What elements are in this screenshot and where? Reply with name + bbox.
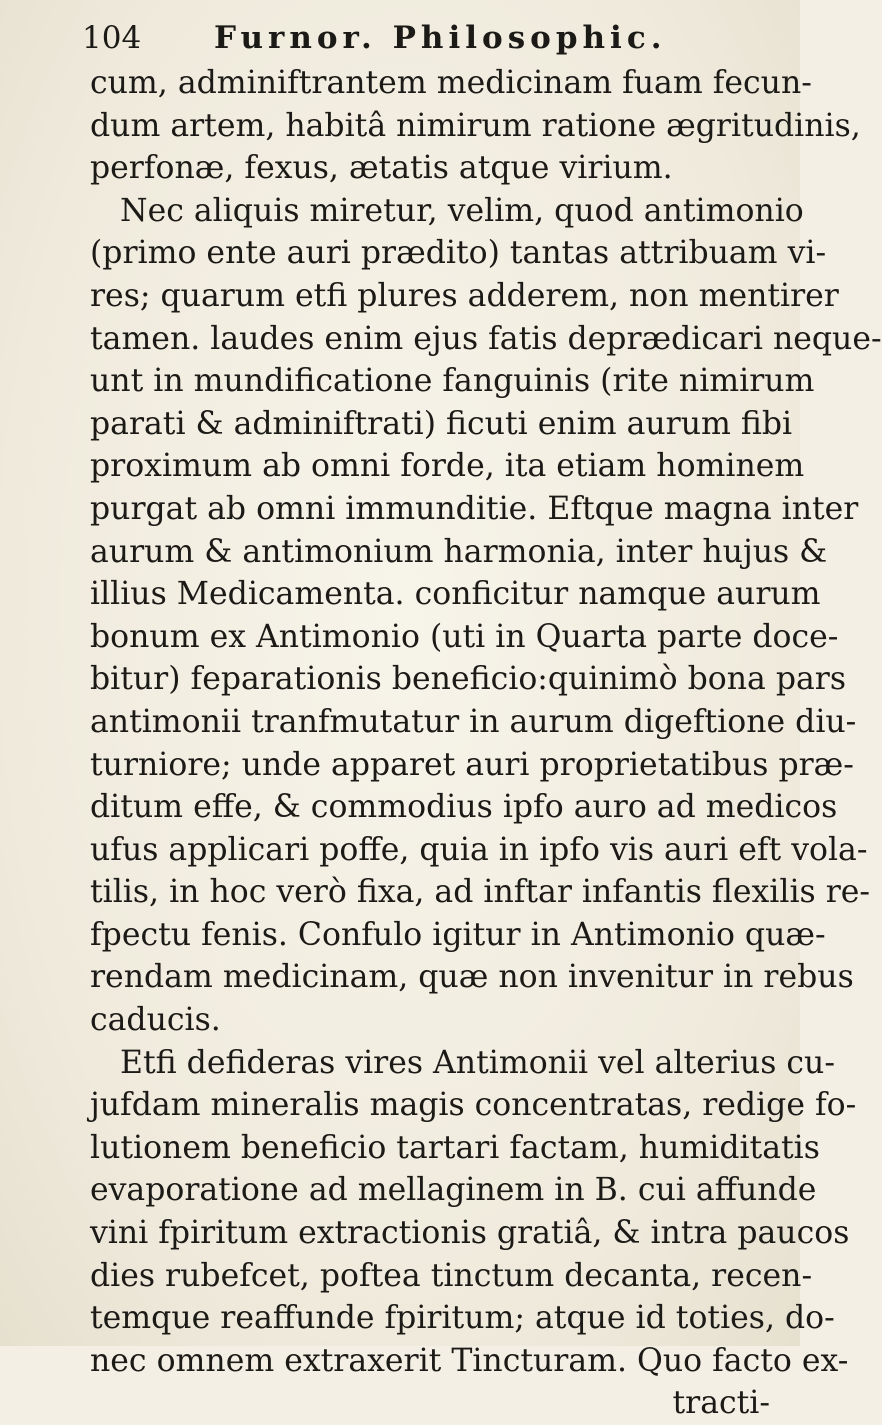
text-line: ditum effe, & commodius ipfo auro ad medicos <box>90 789 838 826</box>
text-line: perfonæ, fexus, ætatis atque virium. <box>90 150 673 187</box>
text-line: Etfi defideras vires Antimonii vel alterius cu- <box>120 1044 835 1081</box>
text-line: illius Medicamenta. conficitur namque aurum <box>90 576 821 613</box>
text-line: proximum ab omni forde, ita etiam hominem <box>90 448 805 485</box>
text-line: (primo ente auri prædito) tantas attribuam vi- <box>90 235 827 272</box>
text-line: antimonii tranfmutatur in aurum digeftione diu- <box>90 703 857 740</box>
text-line: vini fpiritum extractionis gratiâ, & intra paucos <box>90 1215 850 1252</box>
text-line: rendam medicinam, quæ non invenitur in rebus <box>90 959 854 996</box>
text-line: lutionem beneficio tartari factam, humiditatis <box>90 1129 820 1166</box>
text-line: tamen. laudes enim ejus fatis deprædicari neque- <box>90 320 882 357</box>
catchword: tracti- <box>672 1385 770 1422</box>
running-head: Furnor. Philosophic. <box>214 20 667 56</box>
text-line: fpectu fenis. Confulo igitur in Antimonio quæ- <box>90 916 826 953</box>
text-line: ufus applicari poffe, quia in ipfo vis auri eft vola- <box>90 831 868 868</box>
text-line: bonum ex Antimonio (uti in Quarta parte doce- <box>90 618 839 655</box>
text-line: evaporatione ad mellaginem in B. cui affunde <box>90 1172 817 1209</box>
text-line: unt in mundificatione fanguinis (rite nimirum <box>90 363 815 400</box>
text-line: nec omnem extraxerit Tincturam. Quo facto ex- <box>90 1342 849 1379</box>
page-number: 104 <box>82 20 142 56</box>
page-header <box>82 16 762 60</box>
text-line: cum, adminiftrantem medicinam fuam fecun- <box>90 65 812 101</box>
text-line: tilis, in hoc verò fixa, ad inftar infantis flexilis re- <box>90 874 871 911</box>
text-line: jufdam mineralis magis concentratas, redige fo- <box>90 1087 857 1124</box>
text-line: aurum & antimonium harmonia, inter hujus & <box>90 533 828 570</box>
text-line: caducis. <box>90 1002 221 1039</box>
text-line: dum artem, habitâ nimirum ratione ægritudinis, <box>90 107 861 144</box>
text-line: turniore; unde apparet auri proprietatibus præ- <box>90 746 854 783</box>
text-line: res; quarum etfi plures adderem, non mentirer <box>90 277 839 314</box>
text-line: parati & adminiftrati) ficuti enim aurum fibi <box>90 405 793 442</box>
text-line: dies rubefcet, poftea tinctum decanta, recen- <box>90 1257 813 1294</box>
text-line: Nec aliquis miretur, velim, quod antimonio <box>120 192 804 229</box>
text-line: temque reaffunde fpiritum; atque id toties, do- <box>90 1300 835 1337</box>
body-text <box>90 62 882 1425</box>
text-line: bitur) feparationis beneficio:quinimò bona pars <box>90 661 847 698</box>
text-line: purgat ab omni immunditie. Eftque magna inter <box>90 490 859 527</box>
